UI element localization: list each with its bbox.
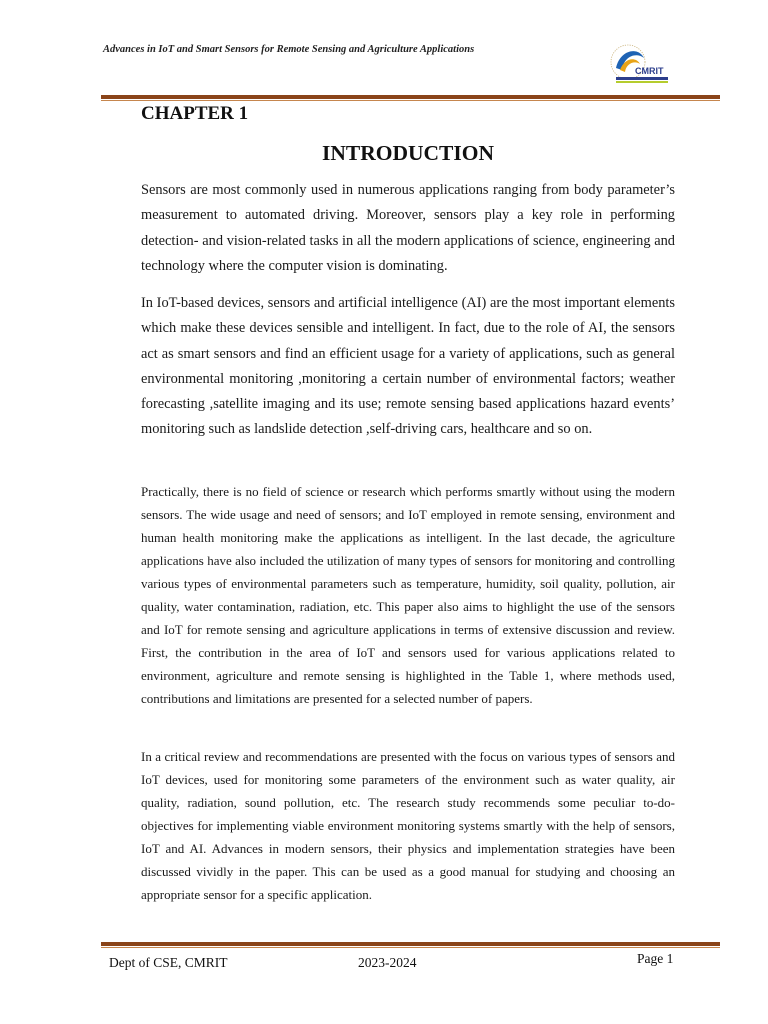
cmrit-logo — [600, 40, 670, 92]
page-number: Page 1 — [637, 951, 674, 966]
chapter-label: CHAPTER 1 — [141, 103, 249, 124]
paragraph-1: Sensors are most commonly used in numerous applications ranging from body parameter’s measurement to automated driving. Moreover, sensors play a key role in performing detection- and vision-related tasks in all the modern applications of science, engineering and technology where the computer vision is dominating. — [141, 182, 675, 274]
footer-year: 2023-2024 — [358, 955, 417, 970]
footer-department: Dept of CSE, CMRIT — [109, 955, 228, 970]
logo-text: CMRIT — [635, 66, 664, 76]
paragraph-2: In IoT-based devices, sensors and artificial intelligence (AI) are the most important elements which make these devices sensible and intelligent. In fact, due to the role of AI, the sensors act as smart sensors and find an efficient usage for a variety of applications, such as general environmental monitoring ,monitoring a certain number of environmental factors; weather forecasting ,satellite imaging and its use; remote sensing based applications hazard events’ monitoring such as landslide detection ,self-driving cars, healthcare and so on. — [141, 295, 675, 438]
header-rule — [101, 95, 720, 101]
chapter-title: INTRODUCTION — [321, 141, 495, 165]
paragraph-3: Practically, there is no field of science or research which performs smartly without using the modern sensors. The wide usage and need of sensors; and IoT employed in remote sensing, environment and human health monitoring make the applications as intelligent. In the last decade, the agriculture applications have also included the utilization of many types of sensors for monitoring and controlling various types of environmental parameters such as temperature, humidity, soil quality, pollution, air quality, water contamination, radiation, etc. This paper also aims to highlight the use of the sensors and IoT for remote sensing and agriculture applications in terms of extensive discussion and review. First, the contribution in the area of IoT and sensors used for various applications related to environment, agriculture and remote sensing is highlighted in the Table 1, where methods used, contributions and limitations are presented for a selected number of papers. — [141, 484, 675, 706]
running-header-title: Advances in IoT and Smart Sensors for Remote Sensing and Agriculture Applications — [103, 44, 475, 55]
footer-rule — [101, 942, 720, 948]
paragraph-4: In a critical review and recommendations are presented with the focus on various types of sensors and IoT devices, used for monitoring some parameters of the environment such as water quality, air quality, radiation, sound pollution, etc. The research study recommends some peculiar to-do-objectives for implementing viable environment monitoring systems smartly with the help of sensors, IoT and AI. Advances in modern sensors, their physics and implementation strategies have been discussed vividly in the paper. This can be used as a good manual for studying and choosing an appropriate sensor for a specific application. — [141, 749, 675, 902]
